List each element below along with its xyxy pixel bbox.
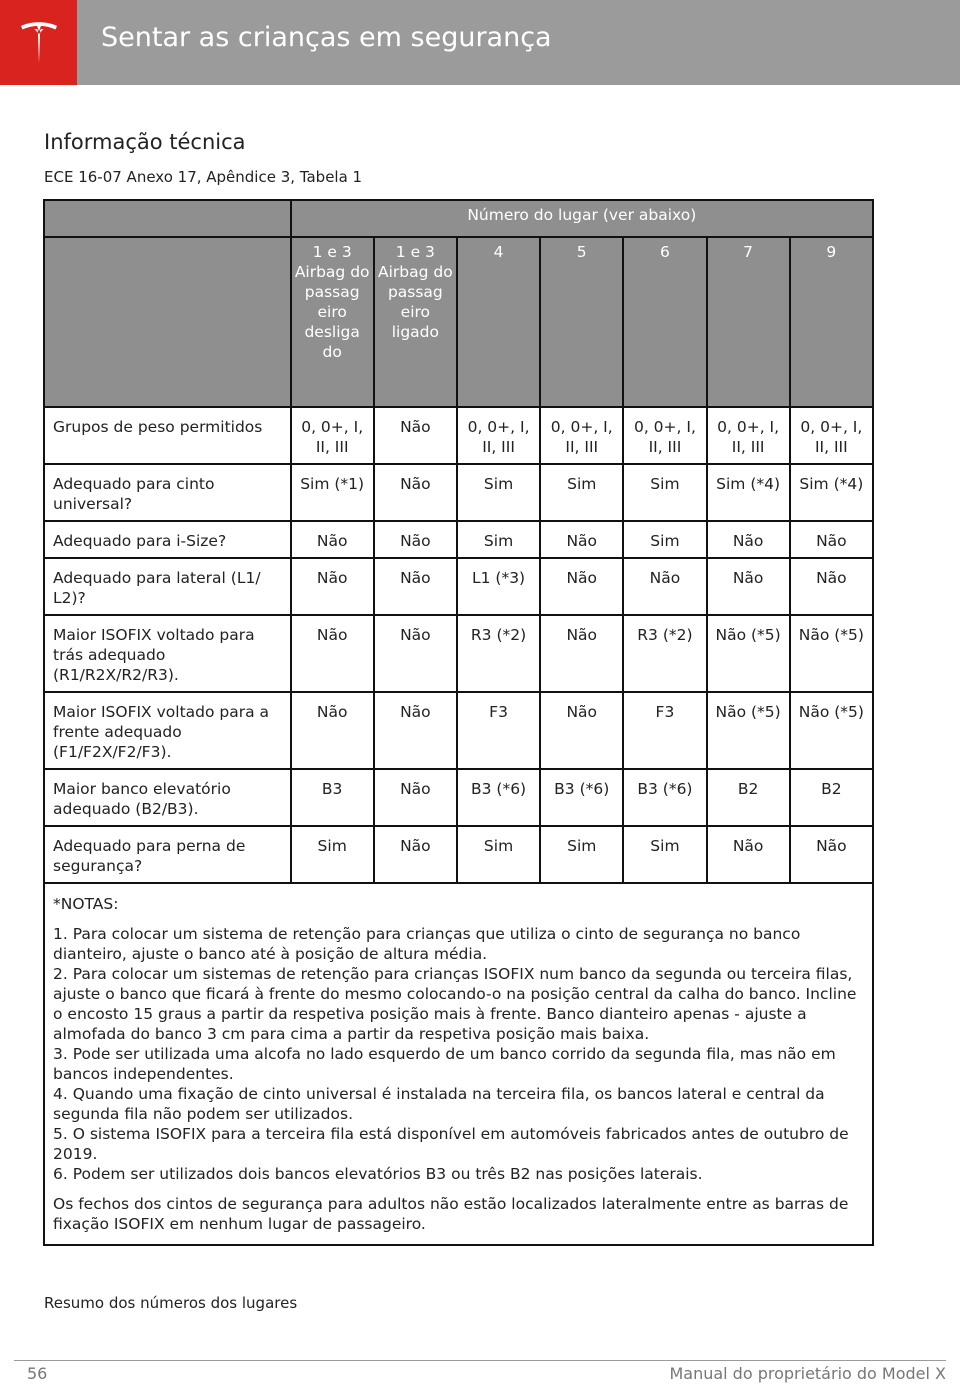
table-cell: Sim [623,826,706,883]
table-cell: 0, 0+, I, II, III [457,407,540,464]
table-corner-header [44,237,291,407]
table-cell: Sim [623,464,706,521]
table-cell: 0, 0+, I, II, III [540,407,623,464]
table-cell: Não [540,615,623,692]
table-row [44,692,873,769]
column-header: 4 [457,237,540,407]
table-cell: Não [374,692,457,769]
table-row [44,615,873,692]
table-cell: Não [374,769,457,826]
table-cell: Sim [540,464,623,521]
table-cell: Não [623,558,706,615]
table-cell: B3 (*6) [457,769,540,826]
table-cell: 0, 0+, I, II, III [291,407,374,464]
notes-closing: Os fechos dos cintos de segurança para adultos não estão localizados lateralmente entre as barras de fixação ISOFIX em nenhum lugar de passageiro. [53,1195,849,1233]
column-header: 5 [540,237,623,407]
row-label: Maior ISOFIX voltado para a frente adequado (F1/F2X/F2/F3). [44,692,291,769]
manual-name: Manual do proprietário do Model X [669,1364,946,1383]
table-cell: Sim (*4) [790,464,873,521]
column-header: 1 e 3 Airbag do passag eiro ligado [374,237,457,407]
row-label: Maior ISOFIX voltado para trás adequado (R1/R2X/R2/R3). [44,615,291,692]
table-cell: B3 (*6) [623,769,706,826]
table-cell: B2 [707,769,790,826]
table-cell: Não (*5) [707,692,790,769]
table-cell: B2 [790,769,873,826]
column-header: 9 [790,237,873,407]
table-cell: Não [707,558,790,615]
table-cell: 0, 0+, I, II, III [623,407,706,464]
section-subtitle: ECE 16-07 Anexo 17, Apêndice 3, Tabela 1 [44,168,363,186]
notes-cell [44,883,873,1245]
table-row [44,521,873,558]
page-header [0,0,960,85]
table-cell: R3 (*2) [457,615,540,692]
notes-row [44,883,873,1245]
table-row [44,769,873,826]
table-cell: Não [540,692,623,769]
page-number: 56 [27,1364,48,1383]
table-cell: Não [540,558,623,615]
table-cell: Não [374,615,457,692]
table-cell: B3 [291,769,374,826]
table-cell: 0, 0+, I, II, III [790,407,873,464]
table-cell: 0, 0+, I, II, III [707,407,790,464]
note-item: 4. Quando uma fixação de cinto universal é instalada na terceira fila, os bancos lateral e central da segunda fila não podem ser utilizados. [53,1085,825,1123]
table-cell: Não [374,558,457,615]
seat-number-group-header: Número do lugar (ver abaixo) [291,200,873,237]
note-item: 5. O sistema ISOFIX para a terceira fila está disponível em automóveis fabricados antes de outubro de 2019. [53,1125,849,1163]
row-label: Adequado para perna de segurança? [44,826,291,883]
table-cell: Não [291,521,374,558]
table-cell: Não [291,615,374,692]
table-cell: Não (*5) [790,692,873,769]
table-cell: R3 (*2) [623,615,706,692]
note-item: 2. Para colocar um sistemas de retenção para crianças ISOFIX num banco da segunda ou terceira filas, ajuste o banco que ficará à frente do mesmo colocando-o na posição central da calha do banco. Incline o encosto 15 graus a partir da respetiva posição mais à frente. Banco dianteiro apenas - ajuste a almofada do banco 3 cm para cima a partir da respetiva posição mais baixa. [53,965,857,1043]
table-cell: Sim [623,521,706,558]
table-cell: F3 [623,692,706,769]
table-cell: Não [374,407,457,464]
table-cell: Não [540,521,623,558]
table-cell: Sim (*1) [291,464,374,521]
table-cell: Não (*5) [707,615,790,692]
table-cell: Não [374,464,457,521]
table-cell: F3 [457,692,540,769]
row-label: Adequado para lateral (L1/ L2)? [44,558,291,615]
table-cell: Não [707,826,790,883]
brand-logo [0,0,77,85]
row-label: Grupos de peso permitidos [44,407,291,464]
table-cell: Não [790,826,873,883]
column-header: 6 [623,237,706,407]
notes-heading: *NOTAS: [53,895,119,913]
column-header: 1 e 3 Airbag do passag eiro desliga do [291,237,374,407]
header-title: Sentar as crianças em segurança [101,22,552,53]
note-item: 3. Pode ser utilizada uma alcofa no lado esquerdo de um banco corrido da segunda fila, mas não em bancos independentes. [53,1045,836,1083]
seat-numbers-caption: Resumo dos números dos lugares [44,1294,298,1312]
table-cell: Sim [291,826,374,883]
row-label: Adequado para i-Size? [44,521,291,558]
table-cell: Não [374,826,457,883]
table-row [44,558,873,615]
table-cell: L1 (*3) [457,558,540,615]
table-row [44,826,873,883]
table-cell: Não [790,521,873,558]
note-item: 6. Podem ser utilizados dois bancos elevatórios B3 ou três B2 nas posições laterais. [53,1165,703,1183]
tesla-logo-icon [18,20,60,66]
table-cell: Sim [457,826,540,883]
row-label: Maior banco elevatório adequado (B2/B3). [44,769,291,826]
table-cell: Não [291,558,374,615]
table-row [44,407,873,464]
seat-compatibility-table [43,199,874,1246]
table-cell: B3 (*6) [540,769,623,826]
table-cell: Não [707,521,790,558]
table-cell: Sim [540,826,623,883]
table-cell: Não [790,558,873,615]
row-label: Adequado para cinto universal? [44,464,291,521]
table-row [44,464,873,521]
note-item: 1. Para colocar um sistema de retenção para crianças que utiliza o cinto de segurança no banco dianteiro, ajuste o banco até à posição de altura média. [53,925,801,963]
table-corner-header [44,200,291,237]
table-cell: Sim [457,464,540,521]
table-cell: Sim (*4) [707,464,790,521]
table-cell: Sim [457,521,540,558]
table-cell: Não [291,692,374,769]
table-cell: Não (*5) [790,615,873,692]
table-cell: Não [374,521,457,558]
column-header: 7 [707,237,790,407]
footer-divider [14,1360,946,1361]
section-title: Informação técnica [44,130,246,154]
